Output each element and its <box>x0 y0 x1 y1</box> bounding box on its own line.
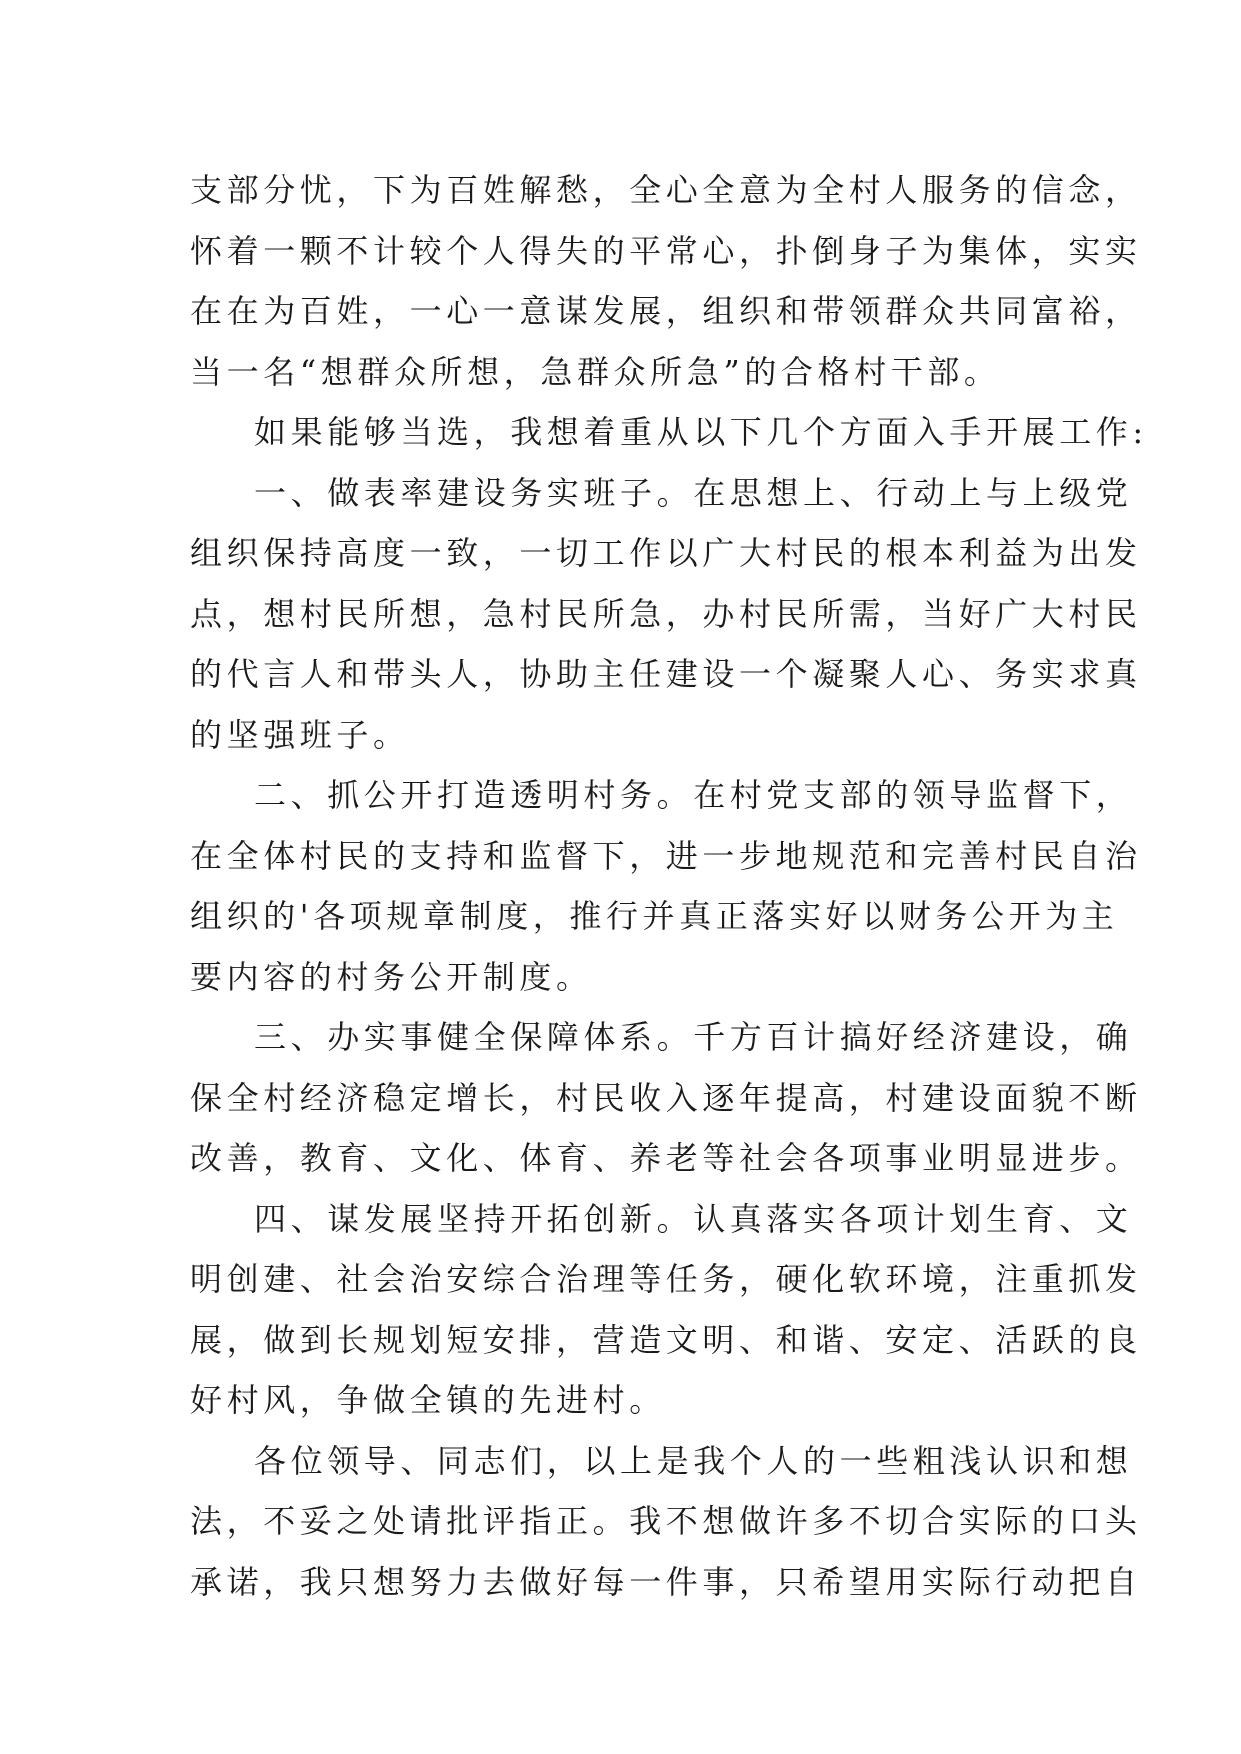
text-line: 三、办实事健全保障体系。千方百计搞好经济建设，确 <box>254 1018 1133 1056</box>
text-line: 要内容的村务公开制度。 <box>190 957 593 996</box>
text-line: 一、做表率建设务实班子。在思想上、行动上与上级党 <box>254 473 1133 512</box>
text-line: 二、抓公开打造透明村务。在村党支部的领导监督下， <box>254 776 1133 814</box>
text-line: 在在为百姓，一心一意谋发展，组织和带领群众共同富裕， <box>190 292 1142 330</box>
text-line: 在全体村民的支持和监督下，进一步地规范和完善村民自治 <box>190 836 1142 875</box>
text-line: 四、谋发展坚持开拓创新。认真落实各项计划生育、文 <box>254 1199 1133 1238</box>
text-line: 的坚强班子。 <box>190 715 410 754</box>
text-line: 如果能够当选，我想着重从以下几个方面入手开展工作: <box>254 413 1148 451</box>
text-line: 支部分忧，下为百姓解愁，全心全意为全村人服务的信念， <box>190 171 1142 209</box>
text-line: 承诺，我只想努力去做好每一件事，只希望用实际行动把自 <box>190 1562 1142 1601</box>
text-line: 点，想村民所想，急村民所急，办村民所需，当好广大村民 <box>190 594 1142 633</box>
document-body <box>190 160 1148 1612</box>
text-line: 展，做到长规划短安排，营造文明、和谐、安定、活跃的良 <box>190 1320 1142 1359</box>
text-line: 组织的'各项规章制度，推行并真正落实好以财务公开为主 <box>190 897 1119 935</box>
text-line: 怀着一颗不计较个人得失的平常心，扑倒身子为集体，实实 <box>190 231 1142 270</box>
text-line: 法，不妥之处请批评指正。我不想做许多不切合实际的口头 <box>190 1502 1142 1540</box>
text-line: 各位领导、同志们，以上是我个人的一些粗浅认识和想 <box>254 1441 1133 1480</box>
text-line: 改善，教育、文化、体育、养老等社会各项事业明显进步。 <box>190 1139 1142 1177</box>
text-line: 保全村经济稳定增长，村民收入逐年提高，村建设面貌不断 <box>190 1078 1142 1117</box>
text-line: 的代言人和带头人，协助主任建设一个凝聚人心、务实求真 <box>190 655 1142 693</box>
text-line: 好村风，争做全镇的先进村。 <box>190 1381 666 1419</box>
text-line: 明创建、社会治安综合治理等任务，硬化软环境，注重抓发 <box>190 1260 1142 1298</box>
text-line: 当一名“想群众所想，急群众所急”的合格村干部。 <box>190 352 1001 391</box>
text-line: 组织保持高度一致，一切工作以广大村民的根本利益为出发 <box>190 534 1142 572</box>
